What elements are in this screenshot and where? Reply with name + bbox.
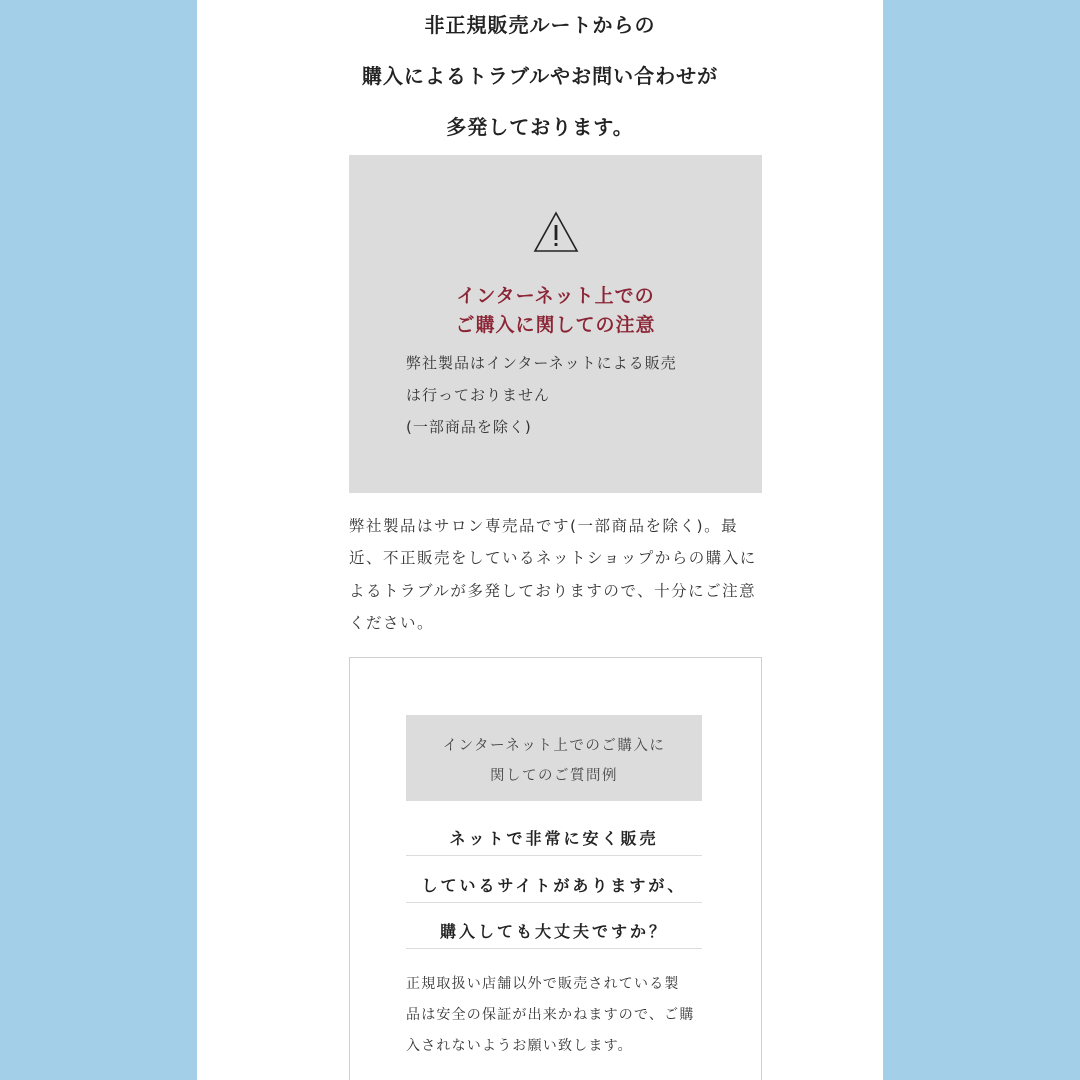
- notice-text-line-2: は行っておりません: [406, 386, 551, 404]
- faq-box: [349, 657, 762, 1080]
- notice-text-line-1: 弊社製品はインターネットによる販売: [406, 354, 677, 372]
- notice-title-line-1: インターネット上での: [456, 285, 655, 307]
- faq-question-line-1: ネットで非常に安く販売: [449, 829, 659, 848]
- question-divider: [406, 948, 702, 949]
- faq-answer-line-3: 入されないようお願い致します。: [406, 1038, 633, 1054]
- description-line-4: ください。: [349, 614, 435, 632]
- notice-box: [349, 155, 762, 493]
- faq-question-line-3: 購入しても大丈夫ですか？: [439, 922, 668, 941]
- faq-answer-line-1: 正規取扱い店舗以外で販売されている製: [406, 976, 680, 992]
- faq-header-line-1: インターネット上でのご購入に: [442, 738, 666, 754]
- faq-answer-line-2: 品は安全の保証が出来かねますので、ご購: [406, 1007, 695, 1023]
- question-divider: [406, 855, 702, 856]
- description-line-3: よるトラブルが多発しておりますので、十分にご注意: [349, 582, 757, 600]
- faq-header: [406, 715, 702, 801]
- faq-question-line-2: しているサイトがありますが、: [421, 876, 687, 895]
- warning-icon: [532, 210, 580, 254]
- notice-title-line-2: ご購入に関しての注意: [455, 314, 656, 336]
- heading-line-2: 購入によるトラブルやお問い合わせが: [361, 64, 719, 88]
- content-page: [197, 0, 883, 1080]
- description-line-2: 近、不正販売をしているネットショップからの購入に: [349, 549, 757, 567]
- description-line-1: 弊社製品はサロン専売品です(一部商品を除く)。最: [349, 517, 739, 535]
- question-divider: [406, 902, 702, 903]
- notice-text-line-3: (一部商品を除く): [406, 418, 532, 436]
- heading-line-1: 非正規販売ルートからの: [424, 13, 656, 37]
- faq-header-line-2: 関してのご質問例: [490, 768, 618, 784]
- heading-line-3: 多発しております。: [446, 115, 634, 139]
